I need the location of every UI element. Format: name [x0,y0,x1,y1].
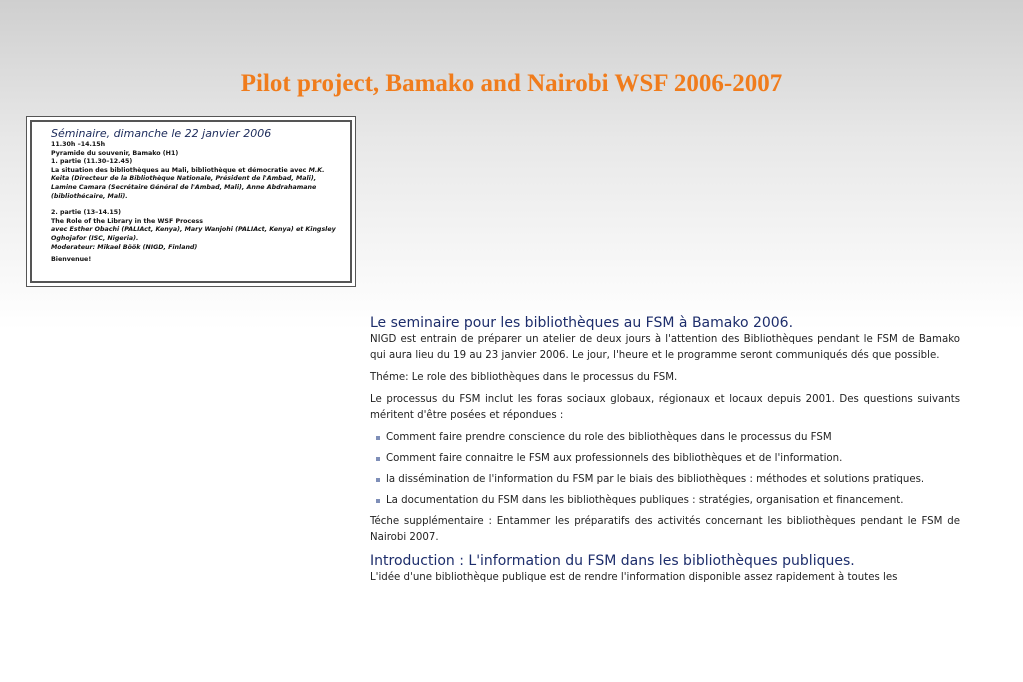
square-bullet-icon [376,499,380,503]
list-item [376,493,960,509]
seminar-spacer [51,201,350,209]
seminar-time: 11.30h –14.15h [51,141,106,148]
list-item-text: la dissémination de l'information du FSM par le biais des bibliothèques : méthodes et solutions pratiques. [386,474,925,485]
list-item [376,430,960,446]
seminar-announcement-image [26,116,356,287]
square-bullet-icon [376,478,380,482]
seminar-title: Séminaire, dimanche le 22 janvier 2006 [51,127,272,140]
article-heading-seminar: Le seminaire pour les bibliothèques au FSM à Bamako 2006. [370,315,794,331]
seminar-part2-speakers-1: avec Esther Obachi (PALIAct, Kenya), Mary Wanjohi (PALIAct, Kenya) et Kingsley [51,226,336,234]
questions-list [370,430,960,509]
seminar-part1-topic-name: M.K. [308,166,325,174]
list-item-text: Comment faire prendre conscience du role des bibliothèques dans le processus du FSM [386,432,832,443]
article-paragraph: Le processus du FSM inclut les foras sociaux globaux, régionaux et locaux depuis 2001. Des questions suivants méritent d'être posées et répondues : [370,394,960,421]
list-item-text: La documentation du FSM dans les bibliothèques publiques : stratégies, organisation et financement. [386,495,904,506]
article-paragraph: Théme: Le role des bibliothèques dans le processus du FSM. [370,372,678,383]
list-item [376,451,960,467]
seminar-moderator: Moderateur: Mikael Böök (NIGD, Finland) [51,243,198,251]
article-heading-introduction: Introduction : L'information du FSM dans les bibliothèques publiques. [370,553,855,569]
square-bullet-icon [376,457,380,461]
page-title: Pilot project, Bamako and Nairobi WSF 2006-2007 [240,70,783,97]
seminar-welcome: Bienvenue! [51,256,92,264]
list-item-text: Comment faire connaitre le FSM aux professionnels des bibliothèques et de l'information. [386,453,843,464]
list-item [376,472,960,488]
seminar-part2-speakers-2: Oghojafor (ISC, Nigeria). [51,234,139,242]
article-paragraph: Téche supplémentaire : Entammer les préparatifs des activités concernant les bibliothèques pendant le FSM de Nairobi 2007. [370,516,960,543]
article-paragraph: L'idée d'une bibliothèque publique est de rendre l'information disponible assez rapidement à toutes les [370,572,898,583]
seminar-part1-topic-text: La situation des bibliothèques au Mali, bibliothèque et démocratie avec [51,166,307,174]
seminar-part1-speakers-1: Keita (Directeur de la Bibliothèque Nationale, Président de l'Ambad, Mali), [51,175,317,183]
article-content [370,314,960,592]
seminar-part1-speakers-2: Lamine Camara (Secrétaire Général de l'Ambad, Mali), Anne Abdrahamane [51,183,317,191]
seminar-place: Pyramide du souvenir, Bamako (H1) [51,149,179,157]
square-bullet-icon [376,436,380,440]
seminar-part2-topic: The Role of the Library in the WSF Process [51,217,203,225]
seminar-part1-speakers-3: (bibliothécaire, Mali). [51,192,128,200]
seminar-part2-heading: 2. partie (13–14.15) [51,209,122,217]
seminar-part1-heading: 1. partie (11.30–12.45) [51,158,133,166]
seminar-announcement-frame [30,120,352,283]
article-paragraph: NIGD est entrain de préparer un atelier de deux jours à l'attention des Bibliothèques pendant le FSM de Bamako qui aura lieu du 19 au 23 janvier 2006. Le jour, l'heure et le programme seront communiqués dés que possible. [370,334,960,361]
